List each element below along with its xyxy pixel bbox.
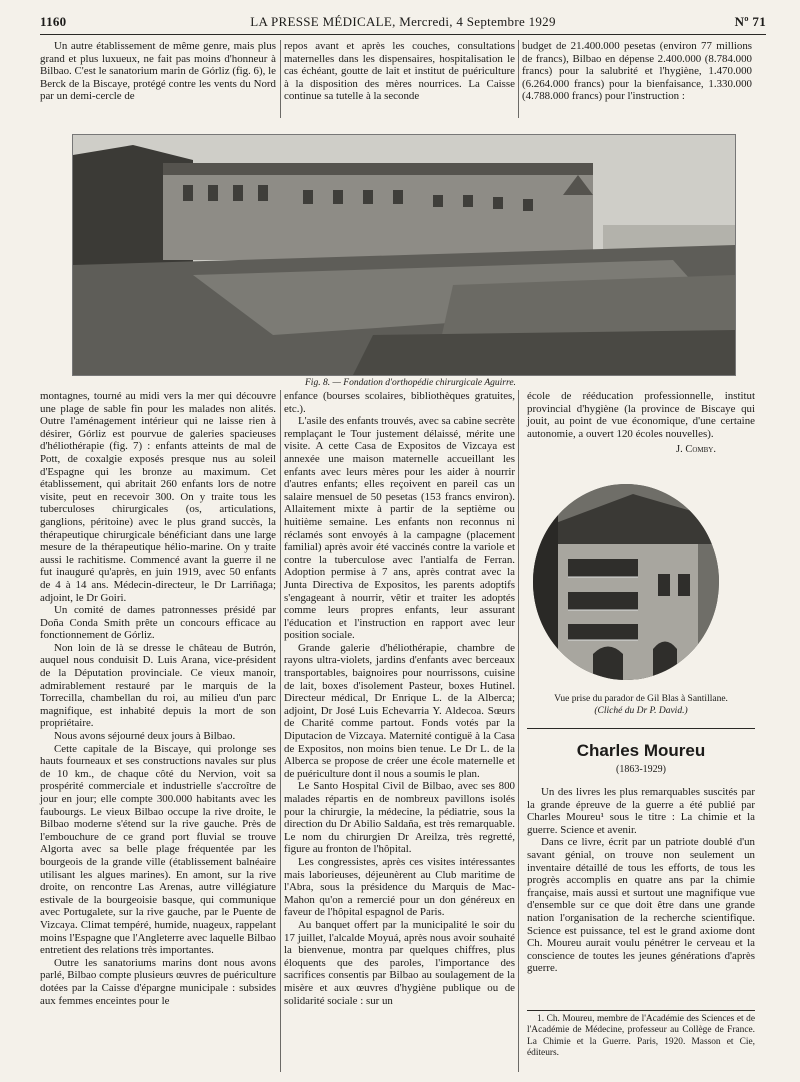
paragraph: Outre les sanatoriums marins dont nous avons parlé, Bilbao compte plusieurs œuvres de puériculture dotées par la Caisse d'épargne municipale : subsides aux femmes enceintes pour le [40,956,276,1007]
column-divider [518,40,519,118]
issue-number: Nº 71 [734,14,766,29]
santillane-credit: (Cliché du Dr P. David.) [594,706,688,716]
paragraph: Non loin de là se dresse le château de Butrón, auquel nous conduisit D. Luis Arana, vice-président de la Députation provinciale. Ce vieux manoir, admirablement restauré par le marquis de la Torrecilla, chambellan du roi, au milieu d'un parc magnifique, est inhabité depuis la mort de son propriétaire. [40,641,276,730]
top-column-2 [284,40,515,103]
paragraph: école de rééducation professionnelle, institut provincial d'hygiène (la province de Biscaye qui jouit, au point de vue économique, d'une certaine autonomie, a ouvert 120 écoles nouvelles). [527,390,755,440]
paragraph: Un autre établissement de même genre, mais plus grand et plus luxueux, ne fait pas moins d'honneur à Bilbao. C'est le sanatorium marin de Górliz (fig. 6), le Berck de la Biscaye, protégé contre les vents du Nord par un demi-cercle de [40,40,276,103]
paragraph: Un des livres les plus remarquables suscités par la grande épreuve de la guerre a été publié par Charles Moureu¹ sous le titre : La chimie et la guerre. Science et avenir. [527,786,755,836]
paragraph: enfance (bourses scolaires, bibliothèques gratuites, etc.). [284,390,515,415]
column-divider [280,40,281,118]
footnote [527,1014,755,1060]
moureu-title: Charles Moureu [576,741,706,760]
footnote-rule [527,1010,755,1011]
paragraph: Au banquet offert par la municipalité le soir du 17 juillet, l'alcalde Moyuá, après nous avoir souhaité la bienvenue, montra par quelques chiffres, plus éloquents que des paroles, l'importance des sacrifices consentis par Bilbao au soulagement de la misère et aux œuvres d'hygiène publique ou de solidarité sociale : sur un [284,918,515,1007]
page-header [40,14,766,32]
santillane-photo [533,484,719,680]
moureu-dates: (1863-1929) [616,764,666,775]
paragraph: budget de 21.400.000 pesetas (environ 77 millions de francs), Bilbao en dépense 2.400.000 (8.784.000 francs) pour la salubrité et l'hygiène, 1.470.000 (6.264.000 francs) pour la bienfaisance, 1.330.000 (4.788.000 francs) pour l'instruction : [522,40,752,103]
signature: J. Comby. [676,444,716,455]
paragraph: repos avant et après les couches, consultations maternelles dans les dispensaires, hospitalisation le cas échéant, goutte de lait et institut de puériculture à la disposition des mères nourrices. La Caisse continue sa tutelle à la seconde [284,40,515,103]
balcony-house-illustration [533,484,719,680]
sanatorium-photo-illustration [73,135,735,375]
column-divider [518,390,519,1072]
section-rule [527,728,755,729]
paragraph: L'asile des enfants trouvés, avec sa cabine secrète remplaçant le Tour justement délaissé, mérite une visite. A cette Casa de Expositos de Vizcaya est annexée une maison maternelle accueillant les enfants avec leurs mères pour les aider à nourrir d'autres enfants; elles reçoivent en pareil cas un salaire mensuel de 50 pesetas (153 francs environ). Allaitement mixte à partir de la septième ou huitième semaine. Les enfants non reconnus ni réclamés sont envoyés à la campagne (placement familial) après avoir été vaccinés contre la variole et contre la tuberculose avec l'antialfa de Ferran. Adoption permise à 7 ans, après contrat avec la Junta Directiva de Expositos, les parents adoptifs s'engageant à nourrir, vêtir et traiter les adoptés comme leurs propres enfants, leur assurant l'éducation et l'instruction en rapport avec leur position sociale. [284,415,515,642]
figure-8-photo [72,134,736,376]
paragraph: Un comité de dames patronnesses présidé par Doña Conda Smith prête un concours efficace au fonctionnement de Górliz. [40,604,276,642]
paragraph: Le Santo Hospital Civil de Bilbao, avec ses 800 malades répartis en de nombreux pavillons isolés pour la chirurgie, la médecine, la pédiatrie, sous la direction du Dr Abilio Saldaña, est très remarquable. Le nom du chirurgien Dr Areilza, très regretté, figure au fronton de l'hôpital. [284,780,515,856]
paragraph: Grande galerie d'héliothérapie, chambre de rayons ultra-violets, jardins d'enfants avec berceaux transportables, baignoires pour nourrissons, cuisine de lait, boxes d'isolement Pasteur, boxes Hutinel. Directeur médical, Dr Enrique L. de la Alberca; adjoint, Dr José Luis Echevarria Y. Aldecoa. Sœurs de Charité comme partout. Fonds votés par la Diputacion de Vizcaya. Maternité contiguë à la Casa de Expositos, non moins bien tenue. Le Dr L. de la Alberca se propose de créer une école maternelle et de puériculture dont il nous a soumis le plan. [284,641,515,780]
top-column-3 [522,40,752,103]
journal-title: LA PRESSE MÉDICALE, Mercredi, 4 Septembre 1929 [250,14,556,29]
paragraph: Nous avons séjourné deux jours à Bilbao. [54,730,236,743]
santillane-caption: Vue prise du parador de Gil Blas à Santillane. [554,694,728,704]
paragraph: Dans ce livre, écrit par un patriote doublé d'un savant génial, on trouve non seulement un inventaire détaillé de tous les efforts, de tous les progrès accomplis en quatre ans par la chimie française, mais aussi et surtout une magnifique vue d'ensemble sur ce que doit être dans une grande nation l'organisation de la recherche scientifique. Science est puissance, tel est le grand axiome dont Ch. Moureu aurait voulu pénétrer le cerveau et la conscience de toutes les jeunes générations d'après guerre. [527,836,755,975]
column-2 [284,390,515,1007]
header-rule [40,34,766,35]
column-divider [280,390,281,1072]
page-number: 1160 [40,14,67,29]
figure-8-caption: Fig. 8. — Fondation d'orthopédie chirurgicale Aguirre. [305,378,516,388]
column-3-top [527,390,755,440]
top-column-1 [40,40,276,103]
paragraph: montagnes, tourné au midi vers la mer qui découvre une plage de sable fin pour les malades non alités. Outre l'aménagement intérieur qui ne laisse rien à désirer, Górliz est pourvue de galeries spacieuses d'héliothérapie (fig. 7) : enfants atteints de mal de Pott, de coxalgie exposés presque nus au soleil d'Espagne qui les bronze au maximum. Cet établissement, qui abritait 260 enfants lors de notre visite, peut en recevoir 300. On y traite tous les tuberculoses chirurgicales (os, articulations, ganglions, péritoine) avec le plus grand succès, la thérapeutique chirurgicale bénéficiant dans une large mesure de la thérapeutique hélio-marine. On y traite aussi le rachitisme. Commencé avant la guerre il ne fut inauguré qu'après, en juin 1919, avec 50 enfants de 4 à 14 ans. Médecin-directeur, le Dr Larriñaga; adjoint, le Dr Goiri. [40,390,276,604]
paragraph: Cette capitale de la Biscaye, qui prolonge ses hauts fourneaux et ses constructions navales sur plus de 10 km., de chaque côté du Nervion, voit sa prospérité commerciale et industrielle s'accroître de jour en jour; elle compte 300.000 habitants avec les faubourgs. Le vieux Bilbao occupe la rive droite, le Bilbao moderne s'étend sur la rive gauche. Près de l'embouchure de ce grand port fluvial se trouve Algorta avec sa belle plage fréquentée par les bourgeois de la grande ville (établissement balnéaire utilisant les algues marines). En amont, sur la rive droite, on rencontre Las Arenas, autre villégiature estivale de la bourgeoisie basque, qui communique avec Portugalete, sur la rive gauche, par le Puente de Vizcaya. Climat tempéré, humide, nuageux, rappelant moins l'Espagne que l'Angleterre avec laquelle Bilbao entretient des relations très importantes. [40,742,276,957]
footnote-text: 1. Ch. Moureu, membre de l'Académie des Sciences et de l'Académie de Médecine, professeur au Collège de France. La Chimie et la Guerre. Paris, 1920. Masson et Cie, éditeurs. [527,1014,755,1059]
column-1 [40,390,276,1007]
paragraph: Les congressistes, après ces visites intéressantes mais laborieuses, déjeunèrent au Club maritime de l'Abra, sous la présidence du Marquis de Mac-Mahon qu'on a remercié pour un don généreux en faveur de l'hôpital espagnol de Paris. [284,855,515,919]
moureu-text [527,786,755,975]
